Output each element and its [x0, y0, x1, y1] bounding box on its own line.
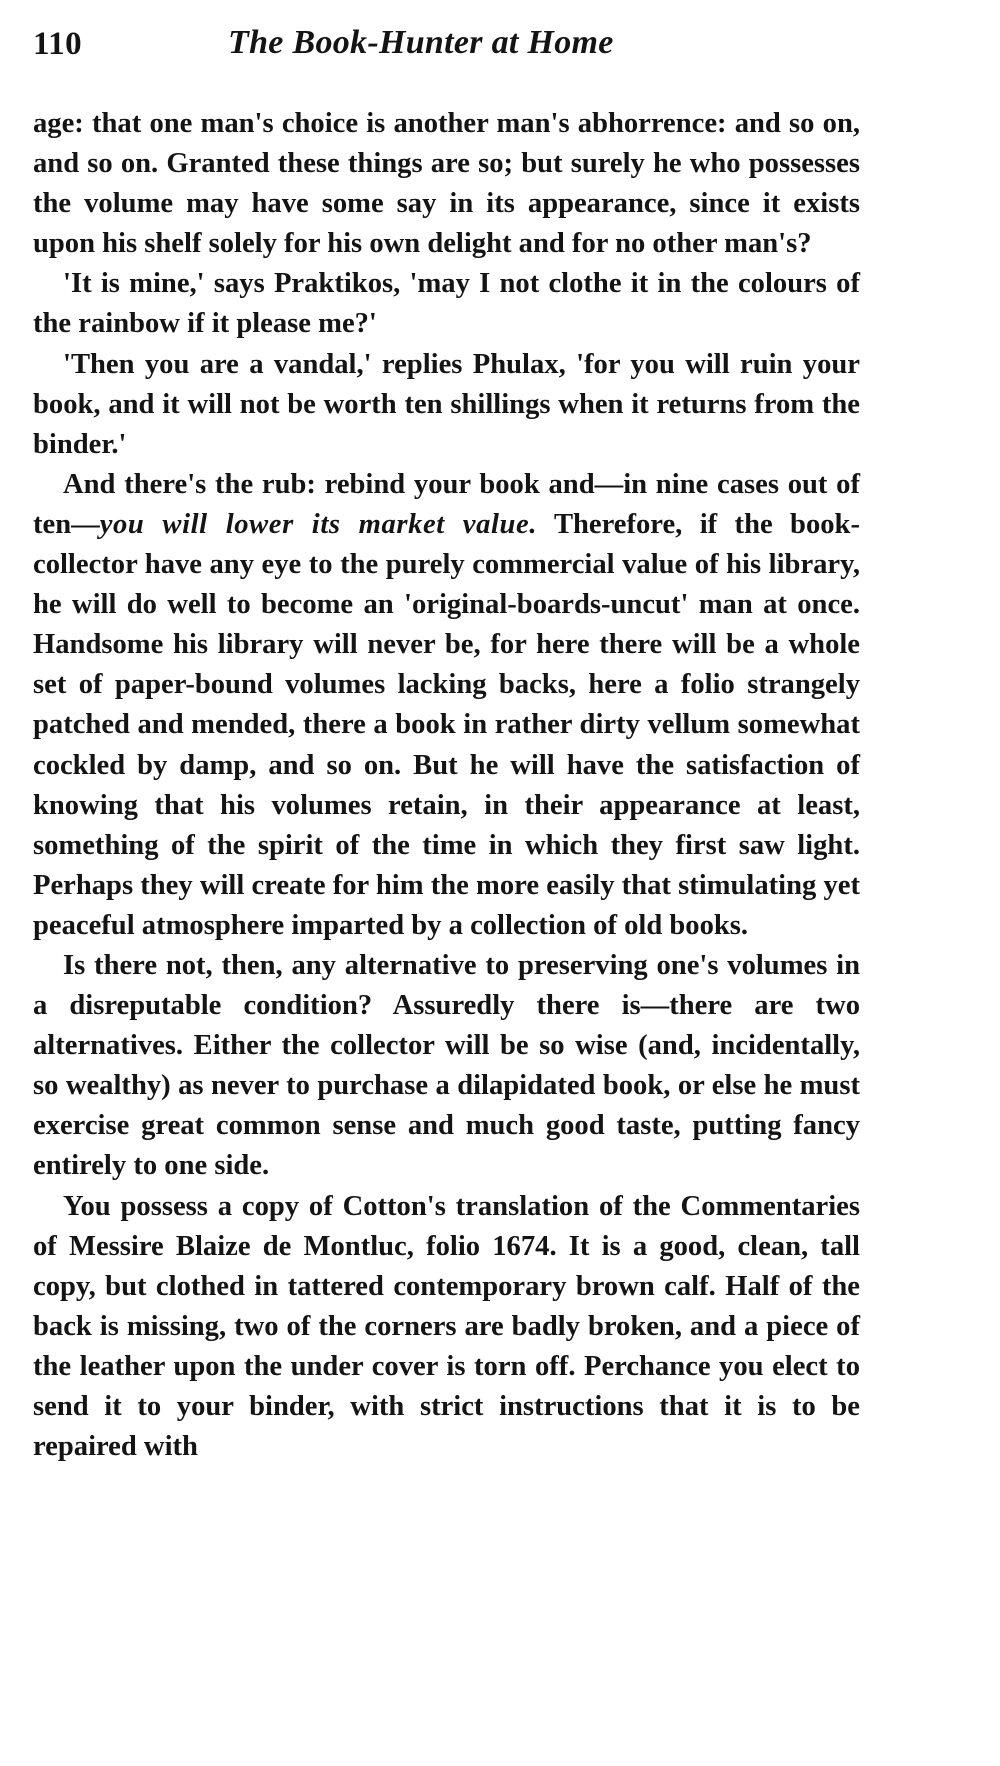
paragraph-text: Therefore, if the book-collector have any eye to the purely commercial value of his library, he will do well to become an 'original-boards-uncut' man at once. Handsome his library will never be, for here there will be a whole set of paper-bound volumes lacking backs, here a folio strangely patched and mended, there a book in rather dirty vellum somewhat cockled by damp, and so on. But he will have the satisfaction of knowing that his volumes retain, in their appearance at least, something of the spirit of the time in which they first saw light. Perhaps they will create for him the more easily that stimulating yet peaceful atmosphere imparted by a collection of old books. — [33, 508, 860, 941]
paragraph-montluc: You possess a copy of Cotton's translation of the Commentaries of Messire Blaize de Montluc, folio 1674. It is a good, clean, tall copy, but clothed in tattered contemporary brown calf. Half of the back is missing, two of the corners are badly broken, and a piece of the leather upon the under cover is torn off. Perchance you elect to send it to your binder, with strict instructions that it is to be repaired with — [33, 1190, 860, 1463]
paragraph-text: And there's the rub: rebind your book and—in nine cases out of ten— — [33, 468, 860, 540]
paragraph-phulax: 'Then you are a vandal,' replies Phulax, 'for you will ruin your book, and it will not be worth ten shillings when it returns from the binder.' — [33, 348, 860, 460]
paragraph-alternatives: Is there not, then, any alternative to preserving one's volumes in a disreputable condition? Assuredly there is—there are two alternatives. Either the collector will be so wise (and, incidentally, so wealthy) as never to purchase a dilapidated book, or else he must exercise great common sense and much good taste, putting fancy entirely to one side. — [33, 949, 860, 1182]
page-number: 110 — [33, 26, 83, 62]
running-head — [33, 20, 860, 76]
italic-emphasis: you will lower its market value. — [99, 508, 538, 540]
paragraph-the-rub — [33, 465, 860, 946]
running-title: The Book-Hunter at Home — [228, 24, 614, 61]
book-page — [33, 20, 860, 1467]
body-text — [33, 104, 860, 1467]
paragraph-continued: age: that one man's choice is another man's abhorrence: and so on, and so on. Granted these things are so; but surely he who possesses the volume may have some say in its appearance, since it exists upon his shelf solely for his own delight and for no other man's? — [33, 108, 860, 260]
paragraph-praktikos: 'It is mine,' says Praktikos, 'may I not clothe it in the colours of the rainbow if it please me?' — [33, 268, 860, 340]
